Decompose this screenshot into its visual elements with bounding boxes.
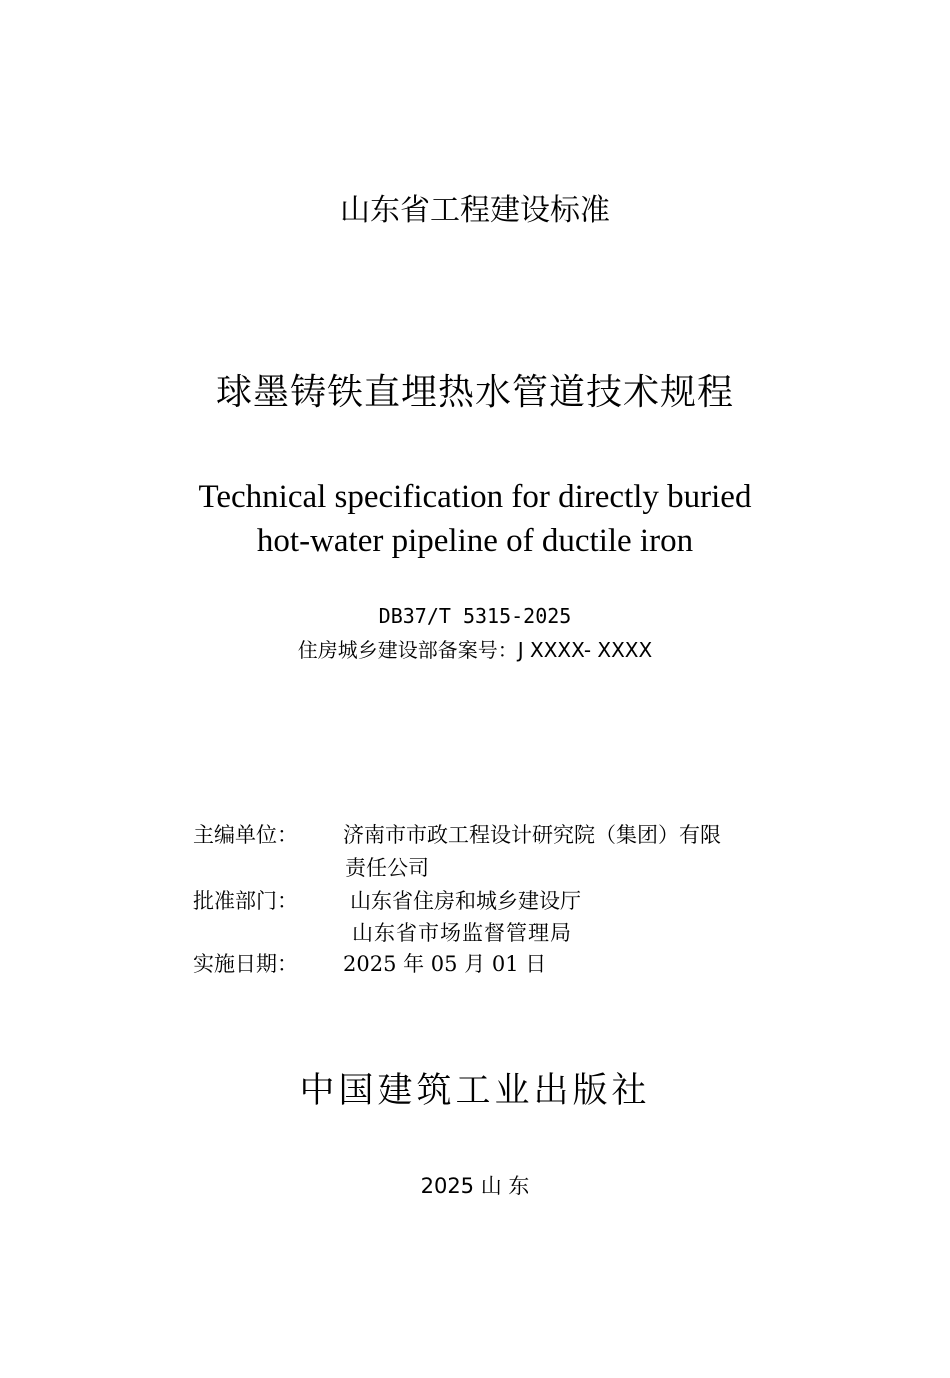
record-number: 住房城乡建设部备案号：J XXXX- XXXX	[297, 638, 653, 662]
document-title-cn: 球墨铸铁直埋热水管道技术规程	[215, 372, 734, 413]
effective-date-label: 实施日期：	[193, 952, 298, 976]
editor-label: 主编单位：	[193, 823, 298, 847]
year-place: 2025 山 东	[420, 1174, 530, 1198]
approval-label: 批准部门：	[193, 889, 298, 913]
effective-date-value: 2025 年 05 月 01 日	[343, 952, 547, 976]
approval-value-line1: 山东省住房和城乡建设厅	[350, 889, 581, 913]
series-title: 山东省工程建设标准	[340, 193, 610, 228]
standard-number: DB37/T 5315-2025	[378, 604, 572, 628]
editor-value-line1: 济南市市政工程设计研究院（集团）有限	[343, 823, 721, 847]
document-title-en-line1: Technical specification for directly buried	[198, 479, 752, 515]
document-title-en-line2: hot-water pipeline of ductile iron	[256, 523, 694, 559]
editor-value-line2: 责任公司	[345, 856, 429, 880]
approval-value-line2: 山东省市场监督管理局	[352, 921, 572, 945]
publisher: 中国建筑工业出版社	[299, 1071, 651, 1111]
